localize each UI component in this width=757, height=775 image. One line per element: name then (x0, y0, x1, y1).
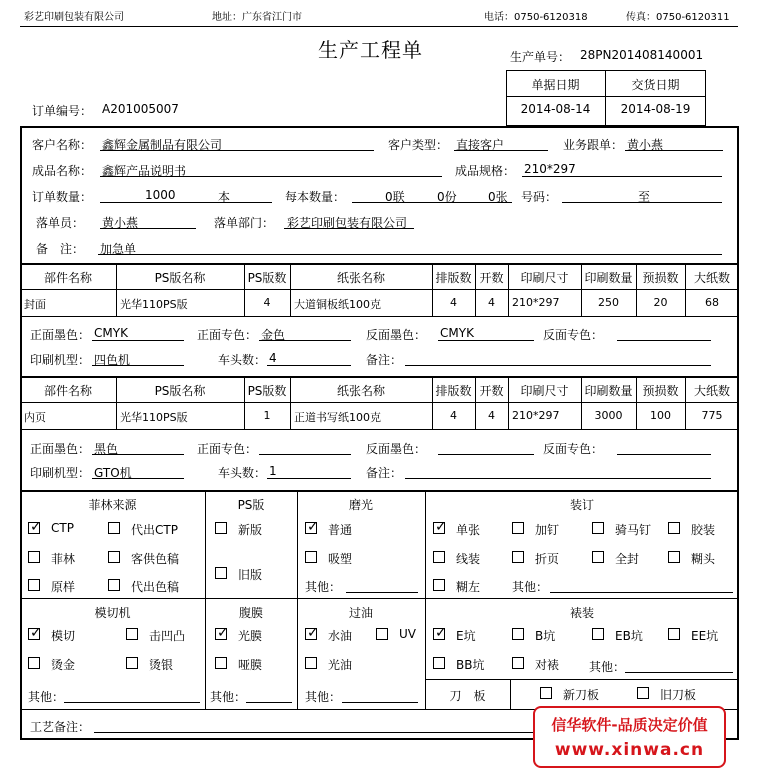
parts-cell: 4 (450, 409, 457, 422)
check-mark-icon: ✓ (30, 625, 42, 641)
parts-cell: 4 (488, 409, 495, 422)
parts-cell: 20 (653, 296, 668, 309)
p2-machine-value: GTO机 (94, 466, 132, 480)
p2-back-ink-field[interactable] (438, 440, 534, 455)
p2-heads-field[interactable] (267, 464, 351, 479)
parts-cell: 封面 (24, 298, 46, 311)
code-label: 号码： (521, 190, 558, 204)
lam-other-label: 其他： (210, 690, 247, 704)
bind-other-label: 其他： (512, 580, 549, 594)
opt-vline-2 (297, 490, 298, 709)
varnish-title: 过油 (348, 606, 373, 620)
note-label: 备 注： (36, 242, 85, 256)
page-title: 生产工程单 (318, 38, 423, 62)
checkbox-moqie[interactable] (28, 625, 42, 641)
gloss-title: 磨光 (348, 498, 373, 512)
customer-value: 鑫辉金属制品有限公司 (102, 138, 223, 152)
p2-heads-value: 1 (269, 464, 277, 478)
checkbox-ebkeng[interactable] (592, 628, 604, 640)
checkbox-jiuban[interactable] (215, 567, 227, 579)
parts-header-cell: 纸张名称 (336, 271, 385, 285)
ps-plate-title: PS版 (237, 498, 265, 512)
p1-front-ink-label: 正面墨色： (30, 328, 91, 342)
check-mark-icon: ✓ (307, 519, 319, 535)
order-no-value: A201005007 (102, 102, 179, 116)
checkbox-huzuo[interactable] (433, 579, 445, 591)
option-label-tangyin: 烫银 (149, 658, 174, 672)
opt-vline-3 (425, 490, 426, 709)
note-field[interactable] (98, 240, 722, 255)
check-mark-icon: ✓ (435, 519, 447, 535)
parts-cell: 210*297 (512, 409, 560, 422)
option-label-zheye: 折页 (535, 552, 560, 566)
p1-back-ink-label: 反面墨色： (366, 328, 427, 342)
check-mark-icon: ✓ (217, 625, 229, 641)
p1-front-spot-label: 正面专色： (197, 328, 258, 342)
option-label-uv: UV (399, 627, 416, 641)
checkbox-putong[interactable] (305, 519, 319, 535)
film-source-title: 菲林来源 (88, 498, 137, 512)
option-label-tangjin: 烫金 (51, 658, 76, 672)
option-label-jiading: 加钉 (535, 523, 560, 537)
option-label-xindao: 新刀板 (563, 688, 600, 702)
parts-header-divider (20, 402, 739, 403)
p1-back-spot-label: 反面专色： (543, 328, 604, 342)
parts-header-cell: 开数 (479, 384, 504, 398)
watermark-box (533, 706, 726, 768)
opt-vline-1 (205, 490, 206, 709)
checkbox-kegong[interactable] (108, 551, 120, 563)
checkbox-bkeng[interactable] (512, 628, 524, 640)
binding-title: 装订 (569, 498, 594, 512)
bill-date-label: 单据日期 (531, 78, 580, 92)
parts-header-cell: 大纸数 (693, 271, 730, 285)
option-label-yamo: 哑膜 (238, 658, 263, 672)
checkbox-zheye[interactable] (512, 551, 524, 563)
process-note-label: 工艺备注： (30, 720, 91, 734)
parts-cell: 光华110PS版 (120, 298, 188, 311)
p2-back-spot-label: 反面专色： (543, 442, 604, 456)
option-label-qima: 骑马钉 (615, 523, 652, 537)
option-label-ctp: CTP (51, 521, 74, 535)
p2-front-ink-label: 正面墨色： (30, 442, 91, 456)
parts-cell: 775 (701, 409, 723, 422)
parts-cell: 大道铜板纸100克 (294, 298, 381, 311)
knife-top (425, 679, 739, 680)
option-label-moqie: 模切 (51, 629, 76, 643)
header-divider (20, 26, 738, 27)
checkbox-ekeng[interactable] (433, 625, 447, 641)
checkbox-tangjin[interactable] (28, 657, 40, 669)
die-other-field[interactable] (64, 688, 200, 703)
die-cut-title: 模切机 (94, 606, 131, 620)
option-label-daichu: 代出色稿 (131, 580, 180, 594)
p1-back-spot-field[interactable] (617, 326, 711, 341)
parts-header-cell: 预损数 (642, 384, 679, 398)
follow-label: 业务跟单： (563, 138, 624, 152)
parts-cell: 68 (705, 296, 719, 309)
checkbox-jiaotu[interactable] (126, 628, 138, 640)
options-top (20, 490, 739, 492)
note-value: 加急单 (100, 242, 137, 256)
code-to: 至 (638, 190, 651, 204)
checkbox-daichu[interactable] (108, 579, 120, 591)
option-label-guangmo: 光膜 (238, 629, 263, 643)
checkbox-xisu[interactable] (305, 551, 317, 563)
per-lian: 0联 (385, 190, 405, 204)
parts-cell: 内页 (24, 411, 46, 424)
checkbox-duibiao[interactable] (512, 657, 524, 669)
parts-header-cell: PS版数 (247, 384, 287, 398)
checkbox-danzhang[interactable] (433, 519, 447, 535)
p2-remark-label: 备注： (366, 466, 403, 480)
option-label-shuiyou: 水油 (328, 629, 353, 643)
var-other-field[interactable] (342, 688, 418, 703)
check-mark-icon: ✓ (435, 625, 447, 641)
company-phone: 电话：0750-6120318 (484, 12, 588, 23)
option-label-jiuban: 旧版 (238, 568, 263, 582)
spec-label: 成品规格： (455, 164, 516, 178)
spec-value: 210*297 (524, 162, 576, 176)
option-label-duibiao: 对裱 (535, 658, 560, 672)
option-label-feilin: 菲林 (51, 552, 76, 566)
placer-value: 黄小燕 (102, 216, 139, 230)
dept-value: 彩艺印刷包装有限公司 (287, 216, 408, 230)
parts-header-cell: 开数 (479, 271, 504, 285)
check-mark-icon: ✓ (30, 519, 42, 535)
checkbox-xindao[interactable] (540, 687, 552, 699)
parts-header-cell: 印刷尺寸 (520, 384, 569, 398)
checkbox-xianzhuang[interactable] (433, 551, 445, 563)
checkbox-qima[interactable] (592, 522, 604, 534)
qty-value: 1000 (145, 188, 176, 202)
p1-heads-value: 4 (269, 351, 277, 365)
qty-unit: 本 (218, 190, 231, 204)
option-label-bbkeng: BB坑 (456, 658, 485, 672)
option-label-xianzhuang: 线装 (456, 552, 481, 566)
p2-front-spot-label: 正面专色： (197, 442, 258, 456)
parts-cell: 1 (263, 409, 271, 422)
process-note-field[interactable] (94, 718, 534, 733)
company-name: 彩艺印刷包装有限公司 (24, 12, 124, 23)
option-label-guangyou: 光油 (328, 658, 353, 672)
checkbox-bbkeng[interactable] (433, 657, 445, 669)
option-label-jiaozhuang: 胶装 (691, 523, 716, 537)
checkbox-yuanyang[interactable] (28, 579, 40, 591)
checkbox-tangyin[interactable] (126, 657, 138, 669)
p2-front-spot-field[interactable] (259, 440, 351, 455)
parts-cell: 250 (598, 296, 619, 309)
option-label-hutou: 糊头 (691, 552, 716, 566)
parts-cell: 4 (263, 296, 271, 309)
parts-header-cell: 部件名称 (43, 384, 92, 398)
option-label-huzuo: 糊左 (456, 580, 481, 594)
checkbox-eekeng[interactable] (668, 628, 680, 640)
options-mid (20, 598, 739, 599)
parts-header-divider (20, 289, 739, 290)
p2-machine-label: 印刷机型： (30, 466, 91, 480)
p2-front-ink-value: 黑色 (94, 442, 119, 456)
check-mark-icon: ✓ (307, 625, 319, 641)
company-fax: 传真：0750-6120311 (626, 12, 730, 23)
p1-remark-label: 备注： (366, 353, 403, 367)
checkbox-guangmo[interactable] (215, 625, 229, 641)
qty-field[interactable] (100, 188, 272, 203)
placer-label: 落单员： (36, 216, 85, 230)
parts-header-cell: 排版数 (435, 271, 472, 285)
parts-cell: 100 (650, 409, 671, 422)
parts-header-cell: 排版数 (435, 384, 472, 398)
checkbox-jiading[interactable] (512, 522, 524, 534)
parts-header-cell: 印刷数量 (584, 271, 633, 285)
follow-value: 黄小燕 (627, 138, 664, 152)
parts-cell: 210*297 (512, 296, 560, 309)
die-other-label: 其他： (28, 690, 65, 704)
option-label-kegong: 客供色稿 (131, 552, 180, 566)
knife-title: 刀 板 (449, 689, 486, 703)
prod-no-value: 28PN201408140001 (580, 48, 704, 62)
parts1-bottom (20, 316, 739, 317)
watermark-line1: 信华软件-品质决定价值 (551, 716, 708, 734)
bind-other-field[interactable] (550, 578, 733, 593)
p2-back-ink-label: 反面墨色： (366, 442, 427, 456)
checkbox-hutou[interactable] (668, 551, 680, 563)
checkbox-shuiyou[interactable] (305, 625, 319, 641)
gloss-other-label: 其他： (305, 580, 342, 594)
parts-cell: 光华110PS版 (120, 411, 188, 424)
parts-header-cell: 大纸数 (693, 384, 730, 398)
var-other-label: 其他： (305, 690, 342, 704)
option-label-putong: 普通 (328, 523, 353, 537)
knife-vline (510, 679, 511, 709)
checkbox-jiaozhuang[interactable] (668, 522, 680, 534)
parts-header-cell: 纸张名称 (336, 384, 385, 398)
parts-header-cell: 部件名称 (43, 271, 92, 285)
option-label-ekeng: E坑 (456, 629, 476, 643)
checkbox-ctp[interactable] (28, 519, 42, 535)
product-value: 鑫辉产品说明书 (102, 164, 187, 178)
parts-header-cell: 印刷数量 (584, 384, 633, 398)
product-label: 成品名称： (32, 164, 93, 178)
p1-front-spot-value: 金色 (261, 328, 286, 342)
parts-header-cell: PS版数 (247, 271, 287, 285)
checkbox-dai_ctp[interactable] (108, 522, 120, 534)
p2-back-spot-field[interactable] (617, 440, 711, 455)
parts2-top (20, 376, 739, 378)
p1-front-ink-value: CMYK (94, 326, 128, 340)
option-label-eekeng: EE坑 (691, 629, 719, 643)
option-label-ebkeng: EB坑 (615, 629, 643, 643)
per-zhang: 0张 (488, 190, 508, 204)
delivery-date-value: 2014-08-19 (620, 102, 691, 116)
option-label-jiudao: 旧刀板 (660, 688, 697, 702)
option-label-danzhang: 单张 (456, 523, 481, 537)
dates-divider (506, 96, 706, 97)
ctype-label: 客户类型： (388, 138, 449, 152)
bill-date-value: 2014-08-14 (520, 102, 591, 116)
checkbox-xinban[interactable] (215, 522, 227, 534)
option-label-xisu: 吸塑 (328, 552, 353, 566)
prod-no-label: 生产单号： (510, 50, 571, 64)
parts1-top (20, 263, 739, 265)
parts2-bottom (20, 429, 739, 430)
mount-other-label: 其他： (589, 660, 626, 674)
customer-label: 客户名称： (32, 138, 93, 152)
parts-header-cell: 印刷尺寸 (520, 271, 569, 285)
p1-remark-field[interactable] (405, 351, 711, 366)
p1-heads-field[interactable] (267, 351, 351, 366)
p1-back-ink-value: CMYK (440, 326, 474, 340)
company-address: 地址：广东省江门市 (212, 12, 302, 23)
mount-other-field[interactable] (625, 658, 733, 673)
parts-cell: 4 (450, 296, 457, 309)
parts-header-cell: PS版名称 (154, 271, 206, 285)
p1-machine-value: 四色机 (94, 353, 131, 367)
checkbox-guangyou[interactable] (305, 657, 317, 669)
watermark-line2: www.xinwa.cn (554, 740, 705, 760)
parts-header-cell: PS版名称 (154, 384, 206, 398)
laminate-title: 腹膜 (238, 606, 263, 620)
p1-heads-label: 车头数： (218, 353, 267, 367)
mounting-title: 裱装 (569, 606, 594, 620)
per-label: 每本数量： (285, 190, 346, 204)
order-no-label: 订单编号： (32, 104, 93, 118)
option-label-dai_ctp: 代出CTP (131, 523, 178, 537)
delivery-date-label: 交货日期 (631, 78, 680, 92)
dept-label: 落单部门： (214, 216, 275, 230)
gloss-other-field[interactable] (346, 578, 418, 593)
checkbox-quanfeng[interactable] (592, 551, 604, 563)
checkbox-uv[interactable] (376, 628, 388, 640)
checkbox-feilin[interactable] (28, 551, 40, 563)
parts-header-cell: 预损数 (642, 271, 679, 285)
ctype-value: 直接客户 (456, 138, 505, 152)
qty-label: 订单数量： (32, 190, 93, 204)
option-label-jiaotu: 击凹凸 (149, 629, 186, 643)
option-label-yuanyang: 原样 (51, 580, 76, 594)
lam-other-field[interactable] (246, 688, 292, 703)
parts-cell: 3000 (594, 409, 623, 422)
option-label-bkeng: B坑 (535, 629, 556, 643)
checkbox-jiudao[interactable] (637, 687, 649, 699)
parts-cell: 4 (488, 296, 495, 309)
p2-heads-label: 车头数： (218, 466, 267, 480)
checkbox-yamo[interactable] (215, 657, 227, 669)
option-label-xinban: 新版 (238, 523, 263, 537)
option-label-quanfeng: 全封 (615, 552, 640, 566)
p1-machine-label: 印刷机型： (30, 353, 91, 367)
parts-cell: 正道书写纸100克 (294, 411, 381, 424)
p2-remark-field[interactable] (405, 464, 711, 479)
per-fen: 0份 (437, 190, 457, 204)
